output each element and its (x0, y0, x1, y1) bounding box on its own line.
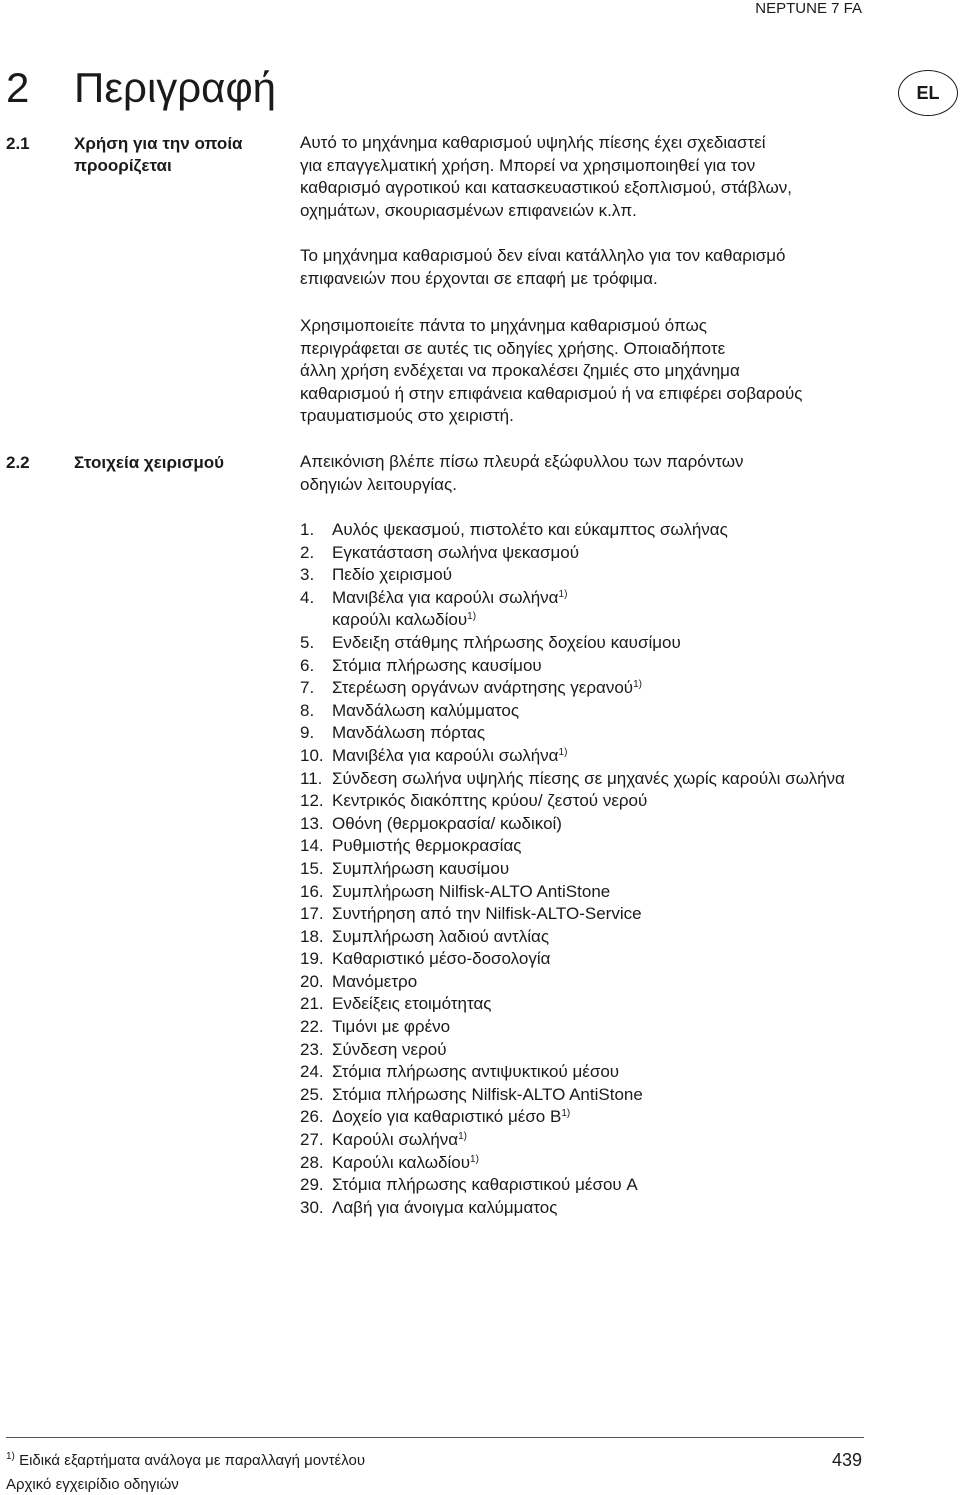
list-item-number: 8. (300, 700, 315, 720)
list-item (300, 745, 872, 768)
list-item-label: Μανδάλωση καλύμματος (332, 700, 520, 720)
footnote-ref: 1) (470, 1153, 479, 1165)
list-item (300, 609, 872, 632)
list-item-text (332, 722, 872, 745)
list-item (300, 542, 872, 565)
list-item-number: 12. (300, 791, 324, 811)
list-item-number: 17. (300, 904, 324, 924)
list-item-text (332, 768, 872, 791)
list-item-number: 6. (300, 655, 315, 675)
list-item-label: Στόμια πλήρωσης Nilfisk-ALTO AntiStone (332, 1084, 643, 1104)
list-item-label: Στόμια πλήρωσης καθαριστικού μέσου A (332, 1175, 638, 1195)
controls-intro: Απεικόνιση βλέπε πίσω πλευρά εξώφυλλου των παρόντων οδηγιών λειτουργίας. (300, 452, 744, 494)
list-item (300, 835, 872, 858)
list-item-text (332, 1016, 872, 1039)
list-item-text (332, 971, 872, 994)
list-item-label: Καρούλι καλωδίου (332, 1152, 471, 1172)
footnote-ref: 1) (561, 1108, 571, 1120)
section-title-2-1: Χρήση για την οποία προορίζεται (74, 134, 243, 175)
list-item-text (332, 790, 872, 813)
list-item-number: 14. (300, 836, 324, 856)
list-item-number: 5. (300, 632, 315, 652)
list-item-text (332, 926, 872, 949)
list-item (300, 722, 872, 745)
list-item-text (332, 700, 872, 723)
list-item-label: Ενδειξη στάθμης πλήρωσης δοχείου καυσίμου (332, 632, 681, 652)
list-item (300, 768, 872, 791)
footnote-text: Ειδικά εξαρτήματα ανάλογα με παραλλαγή μοντέλου (19, 1452, 366, 1469)
language-badge: EL (898, 70, 958, 116)
intended-use-paragraph-3: Χρησιμοποιείτε πάντα το μηχάνημα καθαρισμού όπως περιγράφεται σε αυτές τις οδηγίες χρήσης. Οποιαδήποτε άλλη χρήση ενδέχεται να προκαλέσει ζημιές στο μηχάνημα καθαρισμού ή στην επιφάνεια καθαρισμού ή να επιφέρει σοβαρούς τραυματισμούς στο χειριστή. (300, 316, 803, 425)
list-item-label: Ενδείξεις ετοιμότητας (332, 994, 492, 1014)
chapter-heading (6, 58, 276, 118)
list-item-number (300, 609, 332, 632)
list-item (300, 858, 872, 881)
list-item-label: Εγκατάσταση σωλήνα ψεκασμού (332, 542, 580, 562)
footnote-ref: 1) (467, 611, 477, 623)
list-item-text (332, 632, 872, 655)
list-item-text (332, 813, 872, 836)
list-item-number: 23. (300, 1039, 324, 1059)
list-item-text (332, 881, 872, 904)
list-item (300, 1152, 872, 1175)
manual-label: Αρχικό εγχειρίδιο οδηγιών (6, 1476, 179, 1493)
section-number-2-1: 2.1 (6, 134, 30, 153)
list-item-label: Συμπλήρωση Nilfisk-ALTO AntiStone (332, 881, 611, 901)
list-item-label: Τιμόνι με φρένο (332, 1017, 451, 1037)
list-item-number: 19. (300, 949, 324, 969)
list-item-number: 4. (300, 587, 315, 607)
list-item-text (332, 1152, 872, 1175)
list-item-text (332, 948, 872, 971)
list-item (300, 926, 872, 949)
footer-divider (6, 1437, 864, 1438)
list-item-text (332, 1061, 872, 1084)
footnote-ref: 1) (558, 746, 568, 758)
list-item (300, 1039, 872, 1062)
list-item (300, 971, 872, 994)
list-item (300, 1174, 872, 1197)
list-item-text (332, 542, 872, 565)
intended-use-paragraph-2: Το μηχάνημα καθαρισμού δεν είναι κατάλληλο για τον καθαρισμό επιφανειών που έρχονται σε επαφή με τρόφιμα. (300, 246, 786, 288)
list-item (300, 677, 872, 700)
list-item-number: 30. (300, 1197, 324, 1217)
list-item-label: Οθόνη (θερμοκρασία/ κωδικοί) (332, 813, 562, 833)
list-item-label: Κεντρικός διακόπτης κρύου/ ζεστού νερού (332, 791, 648, 811)
list-item-text (332, 655, 872, 678)
list-item-label: Μανιβέλα για καρούλι σωλήνα (332, 587, 559, 607)
list-item-label: Καθαριστικό μέσο-δοσολογία (332, 949, 551, 969)
list-item-label: Μανόμετρο (332, 971, 418, 991)
section-number-2-2: 2.2 (6, 453, 30, 472)
list-item-number: 26. (300, 1107, 324, 1127)
list-item-number: 3. (300, 565, 315, 585)
list-item-number: 29. (300, 1175, 324, 1195)
list-item-text (332, 745, 872, 768)
list-item (300, 519, 872, 542)
list-item-number: 2. (300, 542, 315, 562)
list-item (300, 1016, 872, 1039)
list-item-label: Συντήρηση από την Nilfisk-ALTO-Service (332, 904, 642, 924)
list-item (300, 1197, 872, 1220)
footnote (6, 1452, 365, 1469)
list-item (300, 790, 872, 813)
list-item-text (332, 1174, 872, 1197)
list-item-label: Σύνδεση σωλήνα υψηλής πίεσης σε μηχανές χωρίς καρούλι σωλήνα (332, 768, 845, 788)
list-item-number: 15. (300, 858, 324, 878)
list-item (300, 1084, 872, 1107)
list-item-label: Ρυθμιστής θερμοκρασίας (332, 836, 522, 856)
list-item-number: 28. (300, 1152, 324, 1172)
list-item-number: 24. (300, 1062, 324, 1082)
list-item (300, 948, 872, 971)
list-item-text (332, 587, 872, 610)
list-item-number: 10. (300, 745, 324, 765)
list-item-text (332, 1039, 872, 1062)
list-item (300, 587, 872, 610)
list-item-label: Συμπλήρωση καυσίμου (332, 858, 510, 878)
controls-list (300, 519, 872, 1219)
list-item (300, 903, 872, 926)
list-item-text (332, 564, 872, 587)
list-item-number: 16. (300, 881, 324, 901)
list-item-label: Δοχείο για καθαριστικό μέσο B (332, 1107, 562, 1127)
list-item-text (332, 993, 872, 1016)
footnote-ref: 1) (633, 679, 642, 691)
list-item (300, 881, 872, 904)
list-item-label: Στερέωση οργάνων ανάρτησης γερανού (332, 678, 634, 698)
list-item-text (332, 1197, 872, 1220)
footnote-ref: 1) (558, 588, 568, 600)
list-item-label: Λαβή για άνοιγμα καλύμματος (332, 1197, 558, 1217)
list-item-number: 20. (300, 971, 324, 991)
list-item-number: 22. (300, 1017, 324, 1037)
list-item-text (332, 835, 872, 858)
list-item-label: Σύνδεση νερού (332, 1039, 447, 1059)
list-item-label: Στόμια πλήρωσης καυσίμου (332, 655, 542, 675)
list-item (300, 632, 872, 655)
list-item-label: Στόμια πλήρωσης αντιψυκτικού μέσου (332, 1062, 620, 1082)
list-item-label: Καρούλι σωλήνα (332, 1130, 459, 1150)
list-item (300, 655, 872, 678)
list-item-label: Αυλός ψεκασμού, πιστολέτο και εύκαμπτος σωλήνας (332, 520, 728, 539)
list-item (300, 813, 872, 836)
footnote-mark: 1) (6, 1451, 15, 1462)
list-item-text (332, 903, 872, 926)
list-item-text (332, 1084, 872, 1107)
intended-use-paragraph-1: Αυτό το μηχάνημα καθαρισμού υψηλής πίεσης έχει σχεδιαστεί για επαγγελματική χρήση. Μπορεί να χρησιμοποιηθεί για τον καθαρισμό αγροτικού και κατασκευαστικού εξοπλισμού, στάβλων, οχημάτων, σκουριασμένων επιφανειών κ.λπ. (300, 133, 793, 220)
list-item-label: καρούλι καλωδίου (332, 610, 468, 630)
model-header: NEPTUNE 7 FA (755, 0, 862, 17)
list-item-number: 25. (300, 1084, 324, 1104)
list-item-number: 27. (300, 1130, 324, 1150)
list-item-text (332, 1106, 872, 1129)
list-item-label: Μανδάλωση πόρτας (332, 723, 486, 743)
list-item-number: 21. (300, 994, 324, 1014)
list-item-number: 11. (300, 768, 323, 788)
list-item-text (332, 858, 872, 881)
list-item-label: Συμπλήρωση λαδιού αντλίας (332, 926, 550, 946)
list-item (300, 700, 872, 723)
list-item (300, 1061, 872, 1084)
list-item-text (332, 1129, 872, 1152)
chapter-number: 2 (6, 64, 30, 111)
list-item-label: Πεδίο χειρισμού (332, 565, 453, 585)
list-item-number: 18. (300, 926, 324, 946)
section-title-2-2: Στοιχεία χειρισμού (74, 453, 225, 472)
list-item (300, 564, 872, 587)
list-item-label: Μανιβέλα για καρούλι σωλήνα (332, 745, 559, 765)
list-item (300, 993, 872, 1016)
list-item (300, 1106, 872, 1129)
footnote-ref: 1) (458, 1131, 468, 1143)
list-item (300, 1129, 872, 1152)
chapter-title: Περιγραφή (74, 64, 277, 111)
list-item-number: 1. (300, 520, 315, 539)
list-item-text (332, 677, 872, 700)
list-item-number: 9. (300, 723, 315, 743)
page-number: 439 (831, 1450, 862, 1470)
list-item-text (332, 609, 872, 632)
list-item-number: 13. (300, 813, 324, 833)
list-item-number: 7. (300, 678, 315, 698)
list-item-text (332, 519, 872, 542)
